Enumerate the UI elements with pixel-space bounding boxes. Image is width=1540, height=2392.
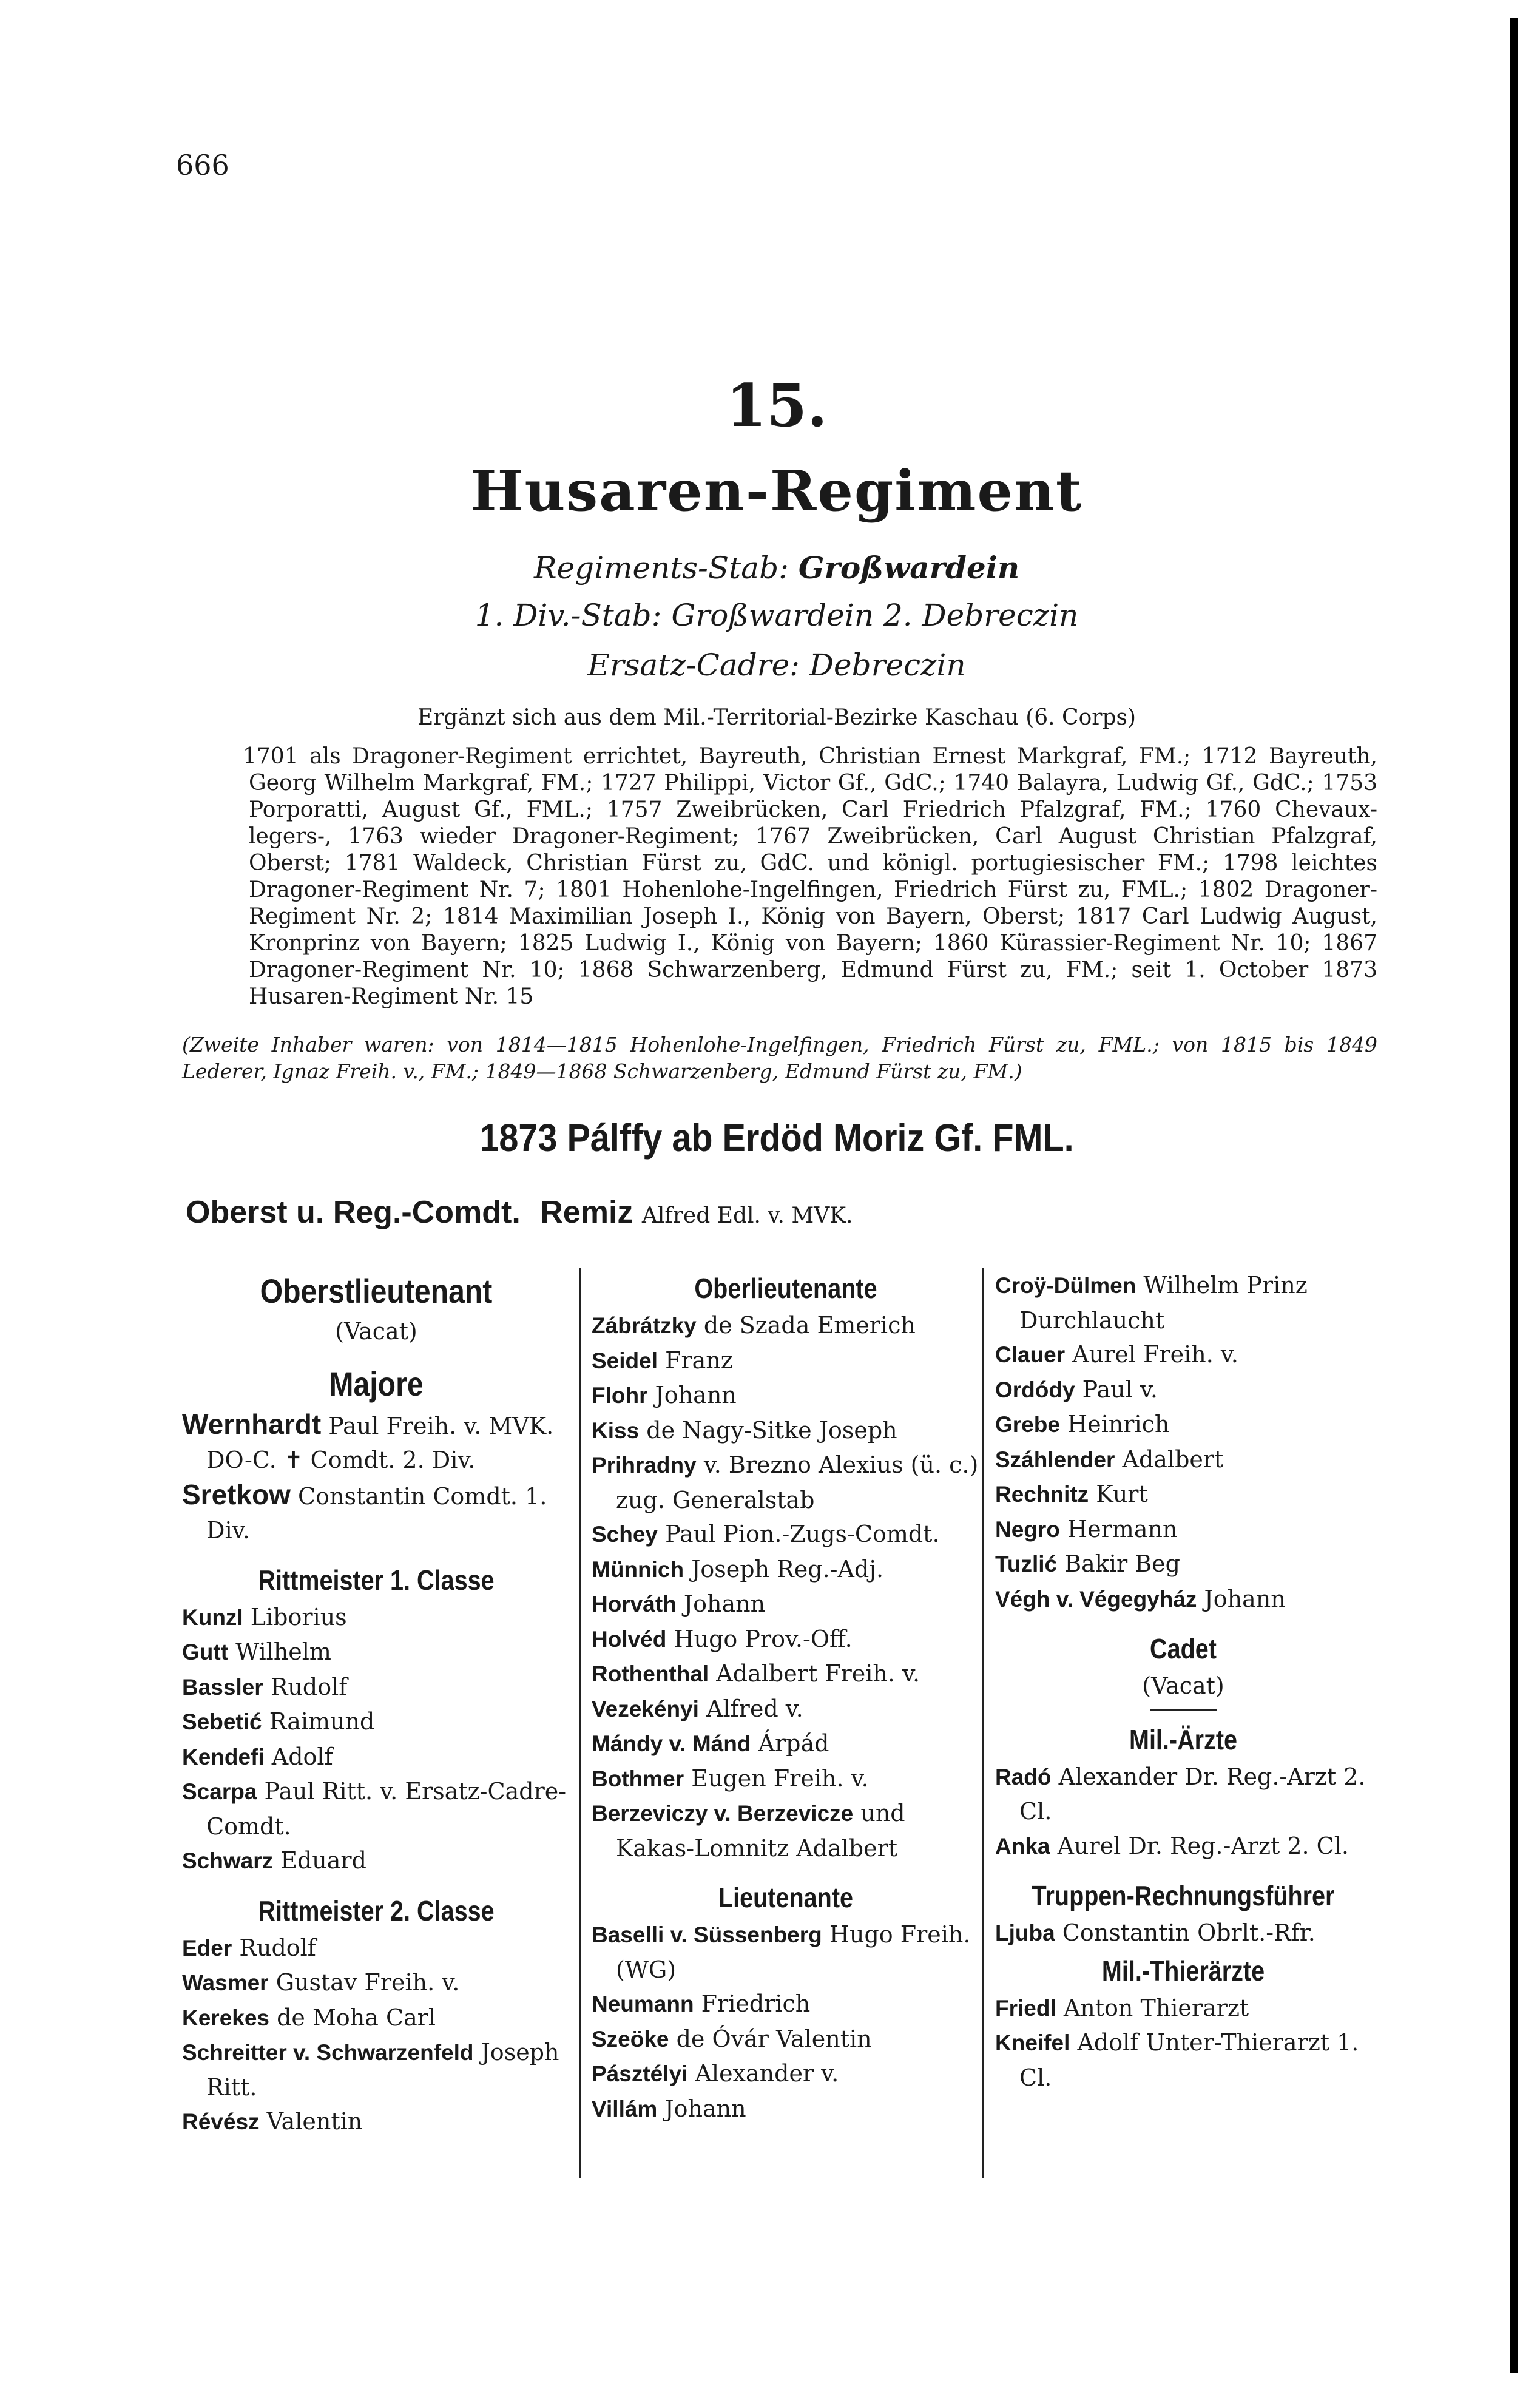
entry-details: Paul v. <box>1082 1376 1158 1403</box>
entry-details: Adolf Unter-Thierarzt 1. Cl. <box>1019 2029 1359 2091</box>
section-header: Truppen-Rechnungsführer <box>1032 1880 1335 1911</box>
entry-details: Alexander Dr. Reg.-Arzt 2. Cl. <box>1019 1763 1366 1825</box>
roster-entry <box>592 1692 980 1727</box>
section-header: Lieutenante <box>718 1882 854 1913</box>
entry-name: Holvéd <box>592 1626 667 1652</box>
recruitment-district: Ergänzt sich aus dem Mil.-Territorial-Bezirke Kaschau (6. Corps) <box>417 705 1136 730</box>
entry-details: Adolf <box>271 1743 333 1770</box>
page-edge-rule <box>1510 18 1518 2373</box>
staff-label: Regiments-Stab: <box>533 550 789 586</box>
entry-name: Száhlender <box>995 1447 1115 1472</box>
entry-name: Wasmer <box>182 1970 269 1995</box>
section-header: Majore <box>329 1364 424 1403</box>
entry-name: Vezekényi <box>592 1696 699 1721</box>
vacat-note: (Vacat) <box>335 1318 417 1345</box>
entry-name: Prihradny <box>592 1453 697 1478</box>
entry-details: Joseph Ritt. <box>206 2039 559 2101</box>
roster-entry <box>592 1726 980 1762</box>
roster-entry <box>592 1413 980 1448</box>
entry-details: Aurel Dr. Reg.-Arzt 2. Cl. <box>1057 1832 1349 1859</box>
entry-details: Adalbert Freih. v. <box>716 1660 920 1687</box>
entry-details: Hugo Prov.-Off. <box>674 1625 853 1652</box>
entry-name: Münnich <box>592 1556 684 1582</box>
entry-name: Radó <box>995 1764 1052 1789</box>
regiment-history: 1701 als Dragoner-Regiment errichtet, Bayreuth, Christian Ernest Markgraf, FM.; 1712 Bayreuth, Georg Wilhelm Markgraf, FM.; 1727 Philippi, Victor Gf., GdC.; 1740 Balayra, Ludwig Gf., GdC.; 1753 Porporatti, August Gf., FML.; 1757 Zweibrücken, Carl Friedrich Pfalzgraf, FM.; 1760 Chevaux-legers-, 1763 wieder Dragoner-Regiment; 1767 Zweibrücken, Carl August Christian Pfalzgraf, Oberst; 1781 Waldeck, Christian Fürst zu, GdC. und königl. portugiesischer FM.; 1798 leichtes Dragoner-Regiment Nr. 7; 1801 Hohenlohe-Ingelfingen, Friedrich Fürst zu, FML.; 1802 Dragoner-Regiment Nr. 2; 1814 Maximilian Joseph I., König von Bayern, Oberst; 1817 Carl Ludwig August, Kronprinz von Bayern; 1825 Ludwig I., König von Bayern; 1860 Kürassier-Regiment Nr. 10; 1867 Dragoner-Regiment Nr. 10; 1868 Schwarzenberg, Edmund Fürst zu, FM.; seit 1. October 1873 Husaren-Regiment Nr. 15 <box>243 744 1377 1009</box>
roster-entry <box>182 1931 570 1966</box>
roster-entry <box>182 1635 570 1670</box>
roster-entry <box>995 1547 1371 1582</box>
entry-details: Paul Ritt. v. Ersatz-Cadre-Comdt. <box>206 1778 567 1840</box>
roster-entry <box>592 1796 980 1865</box>
roster-entry <box>592 1448 980 1517</box>
page-number: 666 <box>176 149 229 181</box>
entry-details: Paul Freih. v. MVK. DO-C. ✝ Comdt. 2. Div. <box>206 1412 554 1473</box>
entry-name: Bassler <box>182 1674 263 1700</box>
entry-details: Johann <box>1204 1585 1286 1612</box>
roster-entry <box>592 2022 980 2057</box>
roster-entry <box>592 1308 980 1343</box>
entry-details: Johann <box>683 1590 766 1617</box>
entry-name: Szeöke <box>592 2026 669 2052</box>
entry-name: Villám <box>592 2096 658 2121</box>
section-header: Mil.-Ärzte <box>1129 1723 1238 1755</box>
entry-details: Wilhelm Prinz Durchlaucht <box>1019 1272 1308 1334</box>
roster-entry <box>592 1987 980 2022</box>
roster-entry <box>592 1378 980 1413</box>
entry-details: Constantin Obrlt.-Rfr. <box>1062 1919 1315 1946</box>
section-separator <box>1150 1709 1217 1711</box>
entry-details: Constantin Comdt. 1. Div. <box>206 1482 547 1544</box>
roster-entry <box>995 1512 1371 1547</box>
entry-name: Révész <box>182 2109 260 2134</box>
roster-entry <box>182 1774 570 1843</box>
entry-name: Neumann <box>592 1992 694 2016</box>
entry-name: Rechnitz <box>995 1482 1089 1507</box>
entry-name: Sebetić <box>182 1709 262 1734</box>
entry-details: Rudolf <box>239 1934 316 1961</box>
roster-entry <box>995 1582 1371 1617</box>
roster-entry <box>592 1343 980 1379</box>
roster-entry <box>182 1704 570 1740</box>
column-divider <box>982 1268 984 2178</box>
entry-details: de Moha Carl <box>277 2004 436 2031</box>
entry-name: Kendefi <box>182 1744 265 1769</box>
commander-details: Alfred Edl. v. MVK. <box>641 1203 853 1228</box>
roster-entry <box>182 2104 570 2140</box>
section-header: Oberstlieutenant <box>260 1272 493 1310</box>
entry-details: Eduard <box>280 1847 366 1874</box>
entry-details: Paul Pion.-Zugs-Comdt. <box>665 1521 940 1547</box>
entry-name: Berzeviczy v. Berzevicze <box>592 1801 854 1826</box>
entry-details: Heinrich <box>1067 1411 1170 1438</box>
entry-name: Grebe <box>995 1412 1060 1437</box>
entry-details: Adalbert <box>1122 1445 1224 1473</box>
entry-name: Croÿ-Dülmen <box>995 1273 1136 1298</box>
entry-name: Pásztélyi <box>592 2061 688 2086</box>
regiment-staff <box>182 550 1371 586</box>
entry-details: Alexander v. <box>695 2060 839 2087</box>
entry-details: de Nagy-Sitke Joseph <box>646 1416 897 1444</box>
entry-details: Anton Thierarzt <box>1063 1994 1249 2021</box>
entry-name: Schwarz <box>182 1848 274 1873</box>
roster-entry <box>182 2035 570 2104</box>
roster-entry <box>995 1337 1371 1373</box>
staff-place: Großwardein <box>798 550 1020 586</box>
entry-name: Ljuba <box>995 1921 1055 1945</box>
entry-details: Raimund <box>269 1708 375 1735</box>
roster-entry <box>182 1478 570 1548</box>
roster-entry <box>182 1740 570 1775</box>
entry-name: Schreitter v. Schwarzenfeld <box>182 2040 474 2065</box>
roster-entry <box>182 1965 570 2001</box>
entry-details: de Óvár Valentin <box>676 2025 872 2052</box>
entry-name: Mándy v. Mánd <box>592 1731 751 1756</box>
entry-name: Ordódy <box>995 1377 1075 1402</box>
roster-entry <box>592 1587 980 1622</box>
column-left <box>182 1268 570 2140</box>
entry-details: Rudolf <box>270 1673 348 1700</box>
entry-name: Horváth <box>592 1592 677 1617</box>
roster-entry <box>592 1552 980 1587</box>
entry-name: Eder <box>182 1935 232 1961</box>
entry-details: Valentin <box>266 2108 363 2135</box>
entry-details: Friedrich <box>701 1990 811 2017</box>
roster-entry <box>995 1829 1371 1864</box>
column-middle <box>592 1268 980 2126</box>
entry-details: Liborius <box>250 1603 347 1630</box>
entry-name: Friedl <box>995 1995 1056 2021</box>
entry-name: Zábrátzky <box>592 1313 697 1338</box>
entry-name: Schey <box>592 1522 658 1547</box>
entry-name: Végh v. Végegyház <box>995 1586 1197 1612</box>
roster-entry <box>995 2025 1371 2095</box>
entry-details: Árpád <box>758 1730 829 1757</box>
entry-name: Sretkow <box>182 1478 291 1510</box>
column-divider <box>579 1268 581 2178</box>
entry-details: Johann <box>664 2095 746 2122</box>
roster-entry <box>995 1760 1371 1829</box>
roster-entry <box>995 1442 1371 1478</box>
entry-name: Wernhardt <box>182 1408 322 1440</box>
roster-entry <box>995 1477 1371 1512</box>
entry-name: Baselli v. Süssenberg <box>592 1922 822 1947</box>
roster-entry <box>995 1407 1371 1442</box>
roster-entry <box>182 1843 570 1879</box>
entry-details: Hermann <box>1067 1515 1178 1542</box>
entry-name: Rothenthal <box>592 1661 709 1686</box>
roster-entry <box>592 2092 980 2127</box>
entry-details: Wilhelm <box>235 1638 331 1665</box>
entry-name: Kiss <box>592 1417 640 1443</box>
roster-entry <box>592 1917 980 1987</box>
section-header: Rittmeister 2. Classe <box>258 1894 495 1927</box>
section-header: Cadet <box>1150 1633 1217 1664</box>
vacat-note: (Vacat) <box>1142 1672 1224 1699</box>
entry-details: Gustav Freih. v. <box>275 1969 460 1996</box>
entry-details: und Kakas-Lomnitz Adalbert <box>616 1800 905 1862</box>
entry-name: Seidel <box>592 1348 658 1373</box>
column-right <box>995 1268 1371 2095</box>
roster-entry <box>995 1373 1371 1408</box>
entry-name: Kunzl <box>182 1604 243 1630</box>
roster-entry <box>592 1762 980 1797</box>
roster-entry <box>592 2056 980 2092</box>
entry-name: Scarpa <box>182 1779 257 1804</box>
entry-details: Eugen Freih. v. <box>691 1765 869 1792</box>
entry-name: Bothmer <box>592 1766 684 1791</box>
entry-details: Aurel Freih. v. <box>1072 1341 1238 1368</box>
entry-name: Negro <box>995 1516 1060 1542</box>
previous-owners: (Zweite Inhaber waren: von 1814—1815 Hohenlohe-Ingelfingen, Friedrich Fürst zu, FML.; von 1815 bis 1849 Lederer, Ignaz Freih. v., FM.; 1849—1868 Schwarzenberg, Edmund Fürst zu, FM.) <box>182 1033 1377 1083</box>
entry-details: v. Brezno Alexius (ü. c.) zug. Generalstab <box>616 1451 979 1513</box>
entry-name: Tuzlić <box>995 1552 1058 1576</box>
roster-entry <box>995 1991 1371 2026</box>
ersatz-cadre: Ersatz-Cadre: Debreczin <box>587 647 966 683</box>
section-header: Mil.-Thierärzte <box>1101 1954 1265 1987</box>
entry-details: Johann <box>655 1382 737 1408</box>
section-header: Rittmeister 1. Classe <box>258 1564 495 1596</box>
roster-entry <box>592 1622 980 1657</box>
roster-entry <box>182 1600 570 1635</box>
entry-name: Flohr <box>592 1383 648 1408</box>
entry-details: Kurt <box>1096 1481 1148 1507</box>
entry-name: Anka <box>995 1833 1050 1859</box>
roster-entry <box>182 1407 570 1478</box>
roster-entry <box>995 1268 1371 1337</box>
regiment-number: 15. <box>726 371 828 440</box>
section-header: Oberlieutenante <box>694 1272 877 1304</box>
roster-entry <box>592 1657 980 1692</box>
entry-name: Kneifel <box>995 2030 1070 2055</box>
entry-details: Alfred v. <box>706 1695 803 1722</box>
entry-name: Clauer <box>995 1342 1066 1367</box>
entry-details: Joseph Reg.-Adj. <box>691 1555 884 1583</box>
entry-details: Bakir Beg <box>1064 1550 1180 1577</box>
entry-details: Hugo Freih. (WG) <box>616 1921 971 1983</box>
regiment-commander <box>186 1194 853 1231</box>
roster-entry <box>182 1670 570 1705</box>
division-staff: 1. Div.-Stab: Großwardein 2. Debreczin <box>474 598 1079 633</box>
roster-entry <box>592 1517 980 1552</box>
roster-entry <box>182 2001 570 2036</box>
roster-entry <box>995 1916 1371 1951</box>
commander-title: Oberst u. Reg.-Comdt. <box>186 1195 521 1230</box>
entry-details: de Szada Emerich <box>703 1312 916 1339</box>
regiment-name: Husaren-Regiment <box>470 458 1083 524</box>
entry-details: Franz <box>665 1346 733 1374</box>
regiment-owner: 1873 Pálffy ab Erdöd Moriz Gf. FML. <box>479 1116 1074 1160</box>
entry-name: Gutt <box>182 1640 229 1664</box>
commander-name: Remiz <box>540 1195 633 1230</box>
entry-name: Kerekes <box>182 2005 270 2030</box>
